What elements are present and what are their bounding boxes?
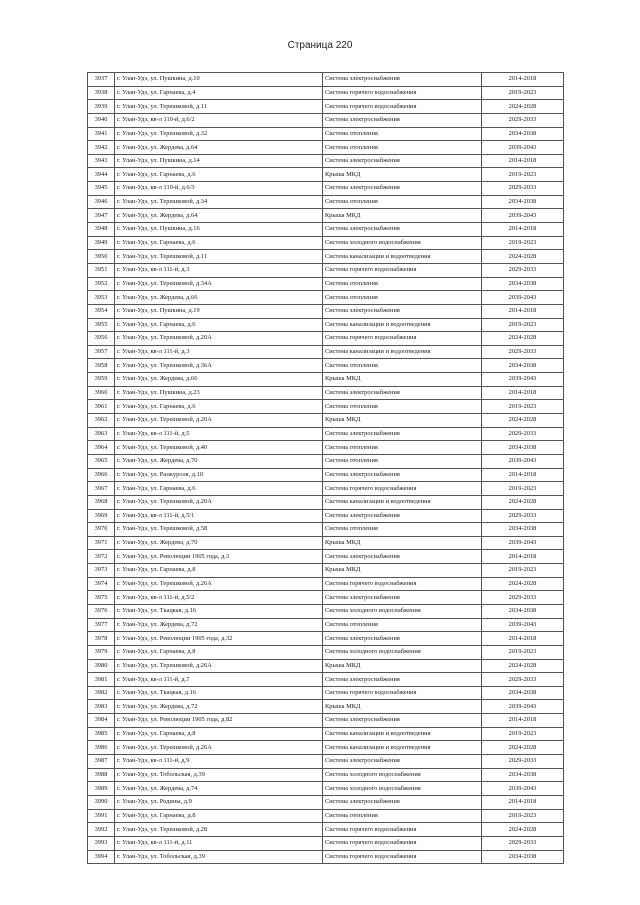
row-number-cell: 3987 [88, 755, 115, 769]
period-cell: 2024-2028 [482, 250, 564, 264]
address-cell: г. Улан-Удэ, ул. Жердева, д.66 [115, 373, 323, 387]
period-cell: 2029-2033 [482, 263, 564, 277]
period-cell: 2019-2023 [482, 727, 564, 741]
row-number-cell: 3990 [88, 795, 115, 809]
table-row [88, 495, 564, 509]
address-cell: г. Улан-Удэ, ул. Терешковой, д.20А [115, 495, 323, 509]
row-number-cell: 3949 [88, 236, 115, 250]
address-cell: г. Улан-Удэ, ул. Гарнаева, д.6 [115, 482, 323, 496]
row-number-cell: 3974 [88, 577, 115, 591]
row-number-cell: 3941 [88, 127, 115, 141]
system-cell: Система отопления [323, 195, 482, 209]
system-cell: Система электроснабжения [323, 673, 482, 687]
system-cell: Система горячего водоснабжения [323, 836, 482, 850]
system-cell: Система канализации и водоотведения [323, 318, 482, 332]
period-cell: 2014-2018 [482, 386, 564, 400]
system-cell: Система отопления [323, 454, 482, 468]
row-number-cell: 3970 [88, 523, 115, 537]
system-cell: Система канализации и водоотведения [323, 727, 482, 741]
system-cell: Система электроснабжения [323, 714, 482, 728]
period-cell: 2039-2043 [482, 209, 564, 223]
system-cell: Система электроснабжения [323, 182, 482, 196]
table-row [88, 386, 564, 400]
address-cell: г. Улан-Удэ, ул. Жердева, д.72 [115, 700, 323, 714]
table-row [88, 659, 564, 673]
period-cell: 2034-2038 [482, 441, 564, 455]
system-cell: Крыша МКД [323, 536, 482, 550]
row-number-cell: 3960 [88, 386, 115, 400]
system-cell: Система канализации и водоотведения [323, 250, 482, 264]
period-cell: 2029-2033 [482, 113, 564, 127]
period-cell: 2039-2043 [482, 373, 564, 387]
row-number-cell: 3980 [88, 659, 115, 673]
address-cell: г. Улан-Удэ, ул. Терешковой, д.20А [115, 414, 323, 428]
address-cell: г. Улан-Удэ, ул. Тобольская, д.39 [115, 850, 323, 864]
row-number-cell: 3956 [88, 332, 115, 346]
address-cell: г. Улан-Удэ, ул. Гарнаева, д.6 [115, 168, 323, 182]
table-row [88, 645, 564, 659]
address-cell: г. Улан-Удэ, ул. Разжуроля, д.10 [115, 468, 323, 482]
period-cell: 2034-2038 [482, 850, 564, 864]
table-row [88, 482, 564, 496]
row-number-cell: 3945 [88, 182, 115, 196]
row-number-cell: 3951 [88, 263, 115, 277]
address-cell: г. Улан-Удэ, ул. Терешковой, д.34 [115, 195, 323, 209]
address-cell: г. Улан-Удэ, ул. Пушкина, д.14 [115, 154, 323, 168]
period-cell: 2019-2023 [482, 318, 564, 332]
period-cell: 2019-2023 [482, 168, 564, 182]
address-cell: г. Улан-Удэ, кв-л 111-й, д.5 [115, 427, 323, 441]
system-cell: Система холодного водоснабжения [323, 645, 482, 659]
system-cell: Система горячего водоснабжения [323, 850, 482, 864]
system-cell: Система отопления [323, 809, 482, 823]
address-cell: г. Улан-Удэ, ул. Терешковой, д.26А [115, 741, 323, 755]
system-cell: Крыша МКД [323, 373, 482, 387]
period-cell: 2024-2028 [482, 414, 564, 428]
period-cell: 2039-2043 [482, 536, 564, 550]
address-cell: г. Улан-Удэ, ул. Пушкина, д.10 [115, 73, 323, 87]
table-row [88, 564, 564, 578]
period-cell: 2014-2018 [482, 73, 564, 87]
period-cell: 2034-2038 [482, 359, 564, 373]
address-cell: г. Улан-Удэ, ул. Терешковой, д.26А [115, 577, 323, 591]
system-cell: Крыша МКД [323, 209, 482, 223]
table-body [88, 73, 564, 864]
system-cell: Крыша МКД [323, 168, 482, 182]
address-cell: г. Улан-Удэ, ул. Терешковой, д.11 [115, 250, 323, 264]
row-number-cell: 3962 [88, 414, 115, 428]
system-cell: Крыша МКД [323, 564, 482, 578]
system-cell: Система электроснабжения [323, 632, 482, 646]
row-number-cell: 3983 [88, 700, 115, 714]
table-row [88, 823, 564, 837]
row-number-cell: 3953 [88, 291, 115, 305]
table-row [88, 345, 564, 359]
address-cell: г. Улан-Удэ, ул. Жердева, д.70 [115, 536, 323, 550]
row-number-cell: 3973 [88, 564, 115, 578]
period-cell: 2024-2028 [482, 823, 564, 837]
table-row [88, 441, 564, 455]
system-cell: Система отопления [323, 359, 482, 373]
period-cell: 2014-2018 [482, 550, 564, 564]
row-number-cell: 3961 [88, 400, 115, 414]
system-cell: Крыша МКД [323, 414, 482, 428]
row-number-cell: 3959 [88, 373, 115, 387]
period-cell: 2014-2018 [482, 468, 564, 482]
system-cell: Система электроснабжения [323, 509, 482, 523]
address-cell: г. Улан-Удэ, ул. Гарнаева, д.6 [115, 236, 323, 250]
system-cell: Система отопления [323, 277, 482, 291]
row-number-cell: 3986 [88, 741, 115, 755]
table-row [88, 86, 564, 100]
address-cell: г. Улан-Удэ, кв-л 111-й, д.11 [115, 836, 323, 850]
table-row [88, 195, 564, 209]
period-cell: 2024-2028 [482, 495, 564, 509]
system-cell: Система электроснабжения [323, 304, 482, 318]
system-cell: Крыша МКД [323, 659, 482, 673]
system-cell: Система электроснабжения [323, 223, 482, 237]
address-cell: г. Улан-Удэ, ул. Терешковой, д.34А [115, 277, 323, 291]
row-number-cell: 3955 [88, 318, 115, 332]
system-cell: Система горячего водоснабжения [323, 823, 482, 837]
period-cell: 2019-2023 [482, 564, 564, 578]
table-row [88, 727, 564, 741]
period-cell: 2024-2028 [482, 659, 564, 673]
row-number-cell: 3981 [88, 673, 115, 687]
address-cell: г. Улан-Удэ, ул. Гарнаева, д.8 [115, 564, 323, 578]
system-cell: Система электроснабжения [323, 755, 482, 769]
system-cell: Система электроснабжения [323, 550, 482, 564]
table-row [88, 850, 564, 864]
period-cell: 2029-2033 [482, 427, 564, 441]
row-number-cell: 3978 [88, 632, 115, 646]
table-row [88, 400, 564, 414]
period-cell: 2014-2018 [482, 154, 564, 168]
period-cell: 2034-2038 [482, 768, 564, 782]
system-cell: Система отопления [323, 141, 482, 155]
period-cell: 2029-2033 [482, 345, 564, 359]
row-number-cell: 3954 [88, 304, 115, 318]
address-cell: г. Улан-Удэ, ул. Жердева, д.66 [115, 291, 323, 305]
address-cell: г. Улан-Удэ, ул. Ткацкая, д.16 [115, 686, 323, 700]
period-cell: 2014-2018 [482, 632, 564, 646]
address-cell: г. Улан-Удэ, ул. Терешковой, д.11 [115, 100, 323, 114]
row-number-cell: 3940 [88, 113, 115, 127]
row-number-cell: 3994 [88, 850, 115, 864]
row-number-cell: 3989 [88, 782, 115, 796]
table-row [88, 686, 564, 700]
period-cell: 2019-2023 [482, 236, 564, 250]
period-cell: 2029-2033 [482, 182, 564, 196]
address-cell: г. Улан-Удэ, ул. Гарнаева, д.6 [115, 400, 323, 414]
table-row [88, 755, 564, 769]
row-number-cell: 3976 [88, 604, 115, 618]
period-cell: 2034-2038 [482, 195, 564, 209]
row-number-cell: 3992 [88, 823, 115, 837]
table-row [88, 700, 564, 714]
table-row [88, 182, 564, 196]
table-row [88, 168, 564, 182]
address-cell: г. Улан-Удэ, кв-л 110-й, д.6/2 [115, 113, 323, 127]
system-cell: Система горячего водоснабжения [323, 577, 482, 591]
row-number-cell: 3985 [88, 727, 115, 741]
table-row [88, 427, 564, 441]
period-cell: 2024-2028 [482, 577, 564, 591]
table-row [88, 414, 564, 428]
row-number-cell: 3971 [88, 536, 115, 550]
row-number-cell: 3972 [88, 550, 115, 564]
table-row [88, 454, 564, 468]
table-row [88, 223, 564, 237]
period-cell: 2039-2043 [482, 141, 564, 155]
system-cell: Система электроснабжения [323, 427, 482, 441]
period-cell: 2029-2033 [482, 836, 564, 850]
system-cell: Система электроснабжения [323, 73, 482, 87]
address-cell: г. Улан-Удэ, кв-л 111-й, д.9 [115, 755, 323, 769]
address-cell: г. Улан-Удэ, ул. Гарнаева, д.4 [115, 86, 323, 100]
period-cell: 2039-2043 [482, 618, 564, 632]
address-cell: г. Улан-Удэ, ул. Революции 1905 года, д.32 [115, 632, 323, 646]
system-cell: Система горячего водоснабжения [323, 686, 482, 700]
table-row [88, 523, 564, 537]
address-cell: г. Улан-Удэ, ул. Гарнаева, д.8 [115, 809, 323, 823]
address-cell: г. Улан-Удэ, ул. Тобольская, д.39 [115, 768, 323, 782]
table-row [88, 113, 564, 127]
address-cell: г. Улан-Удэ, ул. Жердева, д.64 [115, 141, 323, 155]
address-cell: г. Улан-Удэ, ул. Жердева, д.64 [115, 209, 323, 223]
address-cell: г. Улан-Удэ, ул. Терешковой, д.28 [115, 823, 323, 837]
address-cell: г. Улан-Удэ, ул. Терешковой, д.26А [115, 659, 323, 673]
address-cell: г. Улан-Удэ, кв-л 111-й, д.7 [115, 673, 323, 687]
period-cell: 2019-2023 [482, 400, 564, 414]
period-cell: 2014-2018 [482, 714, 564, 728]
row-number-cell: 3937 [88, 73, 115, 87]
address-cell: г. Улан-Удэ, ул. Терешковой, д.20А [115, 332, 323, 346]
period-cell: 2029-2033 [482, 673, 564, 687]
table-row [88, 632, 564, 646]
row-number-cell: 3958 [88, 359, 115, 373]
table-row [88, 836, 564, 850]
row-number-cell: 3938 [88, 86, 115, 100]
period-cell: 2019-2023 [482, 809, 564, 823]
row-number-cell: 3975 [88, 591, 115, 605]
period-cell: 2029-2033 [482, 591, 564, 605]
table-row [88, 73, 564, 87]
row-number-cell: 3943 [88, 154, 115, 168]
row-number-cell: 3966 [88, 468, 115, 482]
address-cell: г. Улан-Удэ, кв-л 111-й, д.5/2 [115, 591, 323, 605]
table-row [88, 591, 564, 605]
table-row [88, 318, 564, 332]
address-cell: г. Улан-Удэ, ул. Жердева, д.72 [115, 618, 323, 632]
address-cell: г. Улан-Удэ, ул. Терешковой, д.36А [115, 359, 323, 373]
period-cell: 2039-2043 [482, 782, 564, 796]
row-number-cell: 3991 [88, 809, 115, 823]
system-cell: Система отопления [323, 127, 482, 141]
system-cell: Система отопления [323, 400, 482, 414]
row-number-cell: 3969 [88, 509, 115, 523]
period-cell: 2034-2038 [482, 277, 564, 291]
table-row [88, 577, 564, 591]
row-number-cell: 3993 [88, 836, 115, 850]
row-number-cell: 3965 [88, 454, 115, 468]
table-row [88, 809, 564, 823]
period-cell: 2029-2033 [482, 509, 564, 523]
period-cell: 2039-2043 [482, 700, 564, 714]
row-number-cell: 3964 [88, 441, 115, 455]
address-cell: г. Улан-Удэ, ул. Пушкина, д.19 [115, 304, 323, 318]
table-row [88, 127, 564, 141]
address-cell: г. Улан-Удэ, кв-л 111-й, д.3 [115, 345, 323, 359]
row-number-cell: 3950 [88, 250, 115, 264]
system-cell: Система холодного водоснабжения [323, 604, 482, 618]
system-cell: Система канализации и водоотведения [323, 495, 482, 509]
period-cell: 2024-2028 [482, 100, 564, 114]
period-cell: 2034-2038 [482, 127, 564, 141]
address-cell: г. Улан-Удэ, ул. Терешковой, д.40 [115, 441, 323, 455]
row-number-cell: 3948 [88, 223, 115, 237]
address-cell: г. Улан-Удэ, ул. Родины, д.9 [115, 795, 323, 809]
address-cell: г. Улан-Удэ, ул. Гарнаева, д.8 [115, 645, 323, 659]
address-cell: г. Улан-Удэ, кв-л 111-й, д.3 [115, 263, 323, 277]
period-cell: 2034-2038 [482, 604, 564, 618]
row-number-cell: 3944 [88, 168, 115, 182]
table-row [88, 250, 564, 264]
table-row [88, 100, 564, 114]
row-number-cell: 3982 [88, 686, 115, 700]
row-number-cell: 3939 [88, 100, 115, 114]
system-cell: Система электроснабжения [323, 591, 482, 605]
period-cell: 2034-2038 [482, 686, 564, 700]
address-cell: г. Улан-Удэ, ул. Жердева, д.74 [115, 782, 323, 796]
period-cell: 2029-2033 [482, 755, 564, 769]
table-row [88, 291, 564, 305]
table-row [88, 604, 564, 618]
period-cell: 2019-2023 [482, 482, 564, 496]
row-number-cell: 3968 [88, 495, 115, 509]
period-cell: 2014-2018 [482, 304, 564, 318]
system-cell: Система отопления [323, 618, 482, 632]
period-cell: 2014-2018 [482, 223, 564, 237]
row-number-cell: 3957 [88, 345, 115, 359]
table-row [88, 795, 564, 809]
row-number-cell: 3967 [88, 482, 115, 496]
table-row [88, 714, 564, 728]
system-cell: Система канализации и водоотведения [323, 345, 482, 359]
system-cell: Система отопления [323, 441, 482, 455]
page-number-header: Страница 220 [287, 40, 353, 51]
period-cell: 2014-2018 [482, 795, 564, 809]
system-cell: Система канализации и водоотведения [323, 741, 482, 755]
system-cell: Система электроснабжения [323, 154, 482, 168]
table-row [88, 536, 564, 550]
table-row [88, 673, 564, 687]
table-row [88, 359, 564, 373]
system-cell: Система электроснабжения [323, 795, 482, 809]
system-cell: Система холодного водоснабжения [323, 782, 482, 796]
row-number-cell: 3963 [88, 427, 115, 441]
table-row [88, 236, 564, 250]
address-cell: г. Улан-Удэ, ул. Ткацкая, д.16 [115, 604, 323, 618]
row-number-cell: 3952 [88, 277, 115, 291]
table-row [88, 209, 564, 223]
period-cell: 2039-2043 [482, 454, 564, 468]
table-row [88, 263, 564, 277]
row-number-cell: 3942 [88, 141, 115, 155]
system-cell: Система горячего водоснабжения [323, 482, 482, 496]
period-cell: 2019-2023 [482, 86, 564, 100]
repair-schedule-table [87, 72, 564, 864]
table-row [88, 782, 564, 796]
address-cell: г. Улан-Удэ, кв-л 111-й, д.5/1 [115, 509, 323, 523]
table-row [88, 741, 564, 755]
system-cell: Система электроснабжения [323, 386, 482, 400]
table-row [88, 468, 564, 482]
period-cell: 2024-2028 [482, 741, 564, 755]
system-cell: Система горячего водоснабжения [323, 86, 482, 100]
system-cell: Система электроснабжения [323, 468, 482, 482]
system-cell: Система отопления [323, 523, 482, 537]
row-number-cell: 3977 [88, 618, 115, 632]
system-cell: Система холодного водоснабжения [323, 768, 482, 782]
system-cell: Система отопления [323, 291, 482, 305]
address-cell: г. Улан-Удэ, ул. Пушкина, д.16 [115, 223, 323, 237]
row-number-cell: 3946 [88, 195, 115, 209]
system-cell: Система холодного водоснабжения [323, 236, 482, 250]
row-number-cell: 3984 [88, 714, 115, 728]
system-cell: Крыша МКД [323, 700, 482, 714]
address-cell: г. Улан-Удэ, ул. Революции 1905 года, д.3 [115, 550, 323, 564]
address-cell: г. Улан-Удэ, ул. Жердева, д.70 [115, 454, 323, 468]
row-number-cell: 3979 [88, 645, 115, 659]
system-cell: Система горячего водоснабжения [323, 100, 482, 114]
table-row [88, 141, 564, 155]
period-cell: 2019-2023 [482, 645, 564, 659]
period-cell: 2034-2038 [482, 523, 564, 537]
table-row [88, 277, 564, 291]
table-row [88, 373, 564, 387]
address-cell: г. Улан-Удэ, ул. Терешковой, д.58 [115, 523, 323, 537]
address-cell: г. Улан-Удэ, ул. Гарнаева, д.6 [115, 318, 323, 332]
address-cell: г. Улан-Удэ, кв-л 110-й, д.6/3 [115, 182, 323, 196]
row-number-cell: 3947 [88, 209, 115, 223]
table-row [88, 154, 564, 168]
table-row [88, 509, 564, 523]
table-row [88, 332, 564, 346]
period-cell: 2024-2028 [482, 332, 564, 346]
address-cell: г. Улан-Удэ, ул. Гарнаева, д.8 [115, 727, 323, 741]
table-row [88, 618, 564, 632]
table-row [88, 768, 564, 782]
system-cell: Система горячего водоснабжения [323, 263, 482, 277]
address-cell: г. Улан-Удэ, ул. Терешковой, д.32 [115, 127, 323, 141]
table-row [88, 550, 564, 564]
system-cell: Система горячего водоснабжения [323, 332, 482, 346]
period-cell: 2039-2043 [482, 291, 564, 305]
address-cell: г. Улан-Удэ, ул. Революции 1905 года, д.82 [115, 714, 323, 728]
system-cell: Система электроснабжения [323, 113, 482, 127]
row-number-cell: 3988 [88, 768, 115, 782]
address-cell: г. Улан-Удэ, ул. Пушкина, д.23 [115, 386, 323, 400]
table-row [88, 304, 564, 318]
